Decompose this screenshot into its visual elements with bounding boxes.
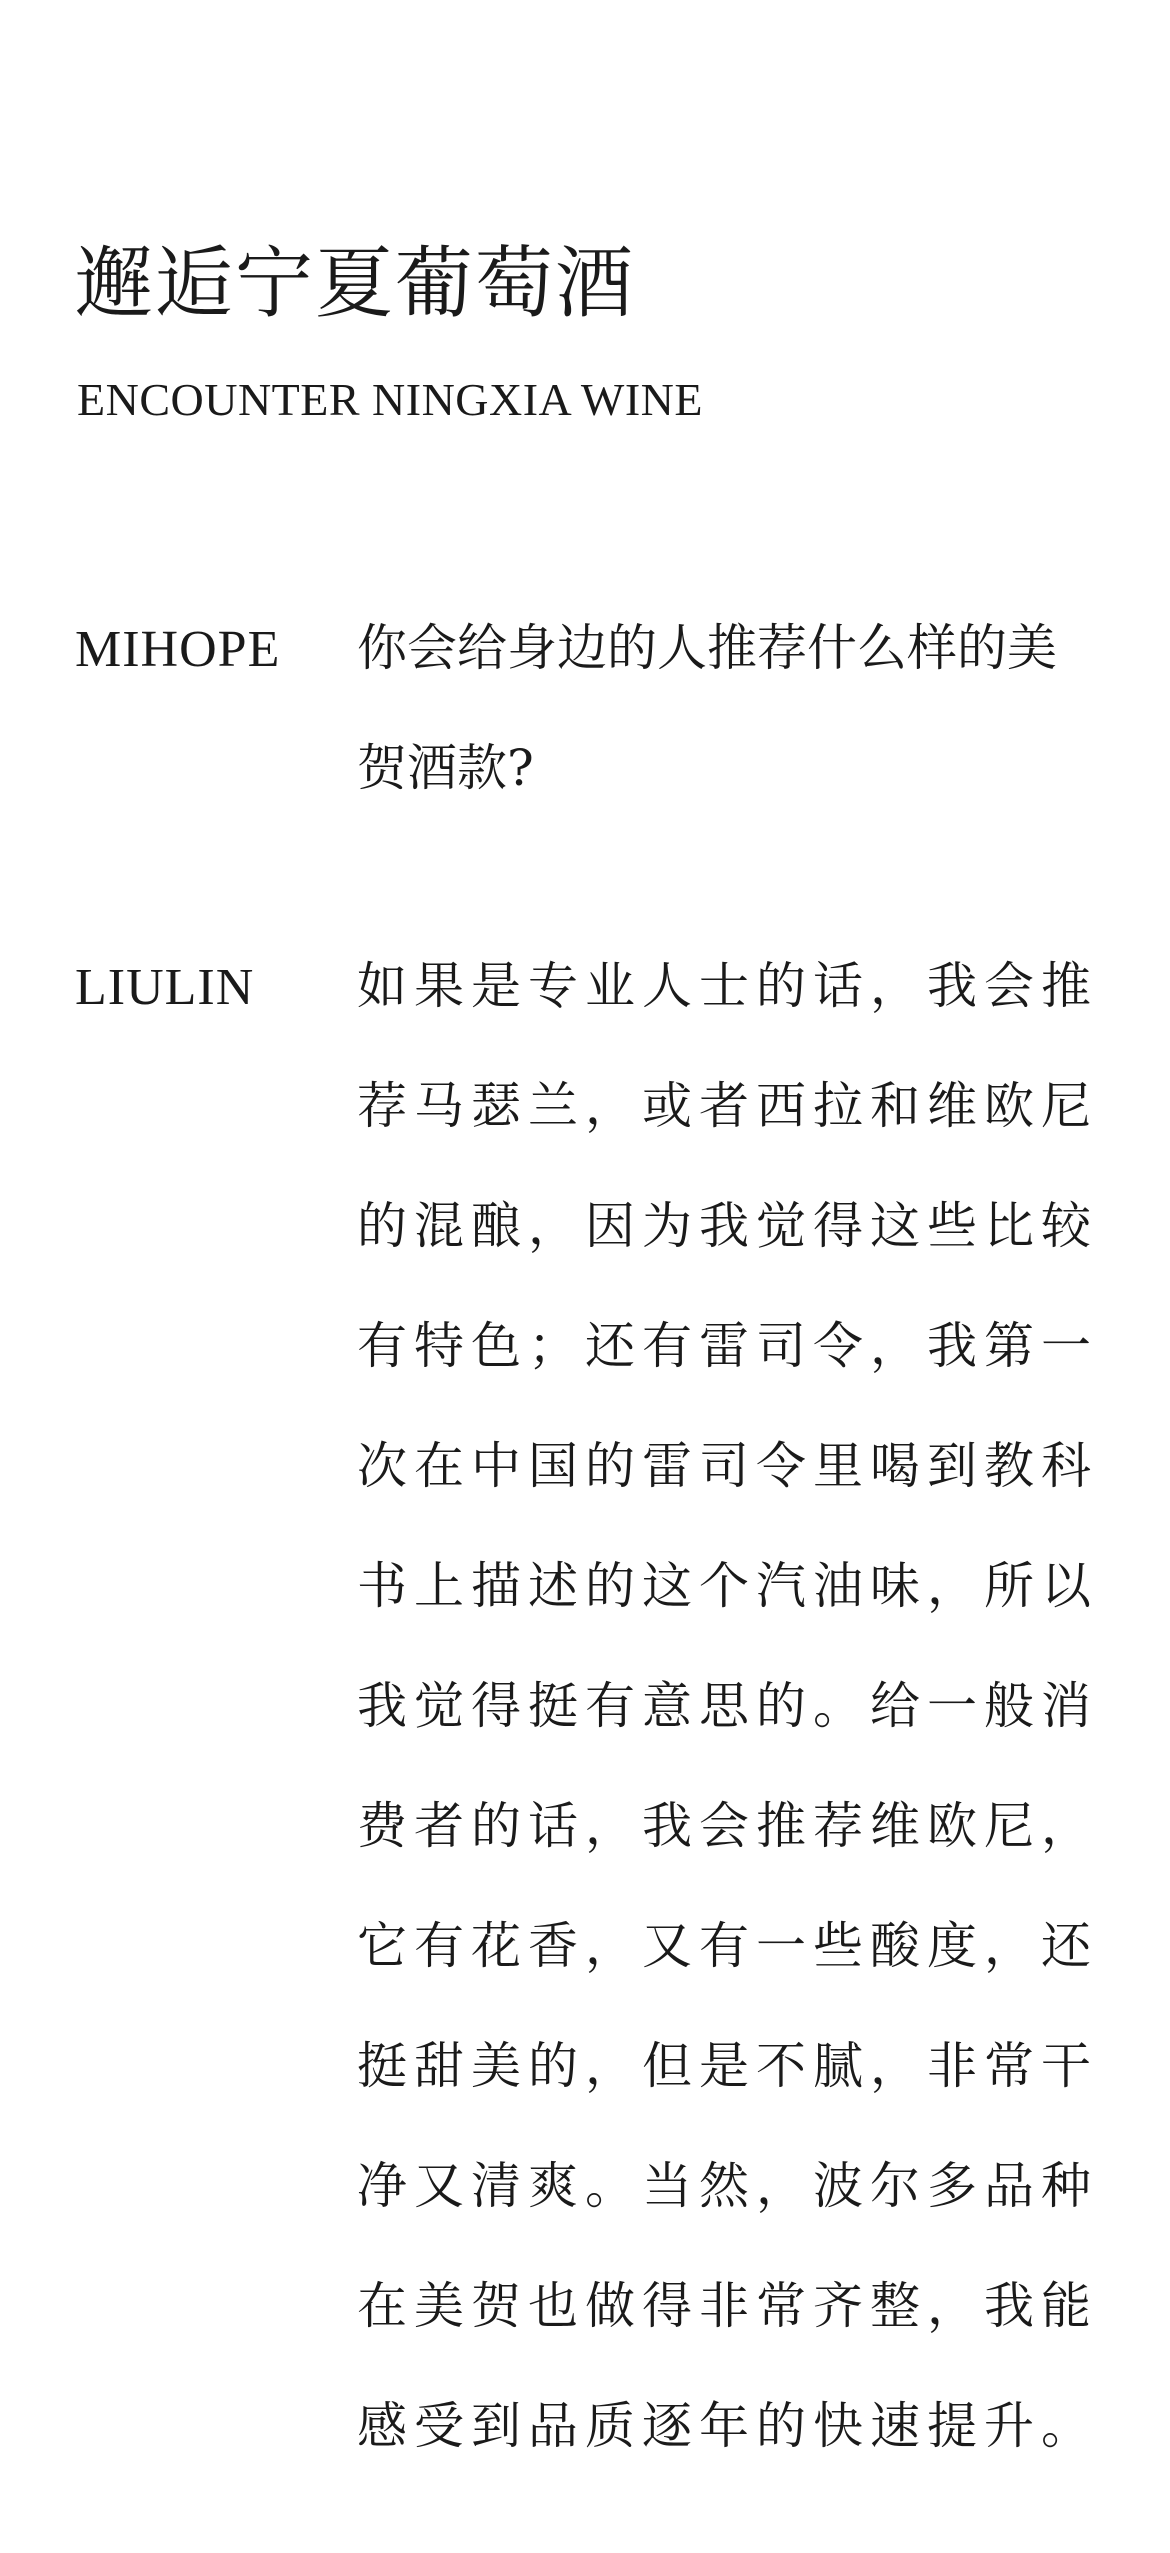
text-line: 感受到品质逐年的快速提升。	[357, 2397, 1098, 2455]
text-line: 荐马瑟兰，或者西拉和维欧尼	[357, 1077, 1098, 1135]
text-line: 书上描述的这个汽油味，所以	[357, 1557, 1098, 1615]
question-text	[357, 588, 1097, 828]
text-line: 我觉得挺有意思的。给一般消	[357, 1677, 1098, 1735]
text-line: 如果是专业人士的话，我会推	[357, 957, 1098, 1015]
text-line: 净又清爽。当然，波尔多品种	[357, 2157, 1098, 2215]
article-title: 邂逅宁夏葡萄酒	[75, 239, 636, 329]
text-line: 贺酒款?	[357, 739, 534, 797]
text-line: 挺甜美的，但是不腻，非常干	[357, 2037, 1098, 2095]
text-line: 你会给身边的人推荐什么样的美	[357, 619, 1057, 677]
answer-text	[357, 926, 1097, 2486]
text-line: 它有花香，又有一些酸度，还	[357, 1917, 1098, 1975]
text-line: 有特色；还有雷司令，我第一	[357, 1317, 1098, 1375]
text-line: 费者的话，我会推荐维欧尼，	[357, 1797, 1098, 1855]
speaker-label-answer: LIULIN	[75, 959, 255, 1016]
article-subtitle: ENCOUNTER NINGXIA WINE	[77, 374, 703, 425]
speaker-label-question: MIHOPE	[75, 621, 281, 678]
text-line: 的混酿，因为我觉得这些比较	[357, 1197, 1098, 1255]
text-line: 次在中国的雷司令里喝到教科	[357, 1437, 1098, 1495]
text-line: 在美贺也做得非常齐整，我能	[357, 2277, 1098, 2335]
